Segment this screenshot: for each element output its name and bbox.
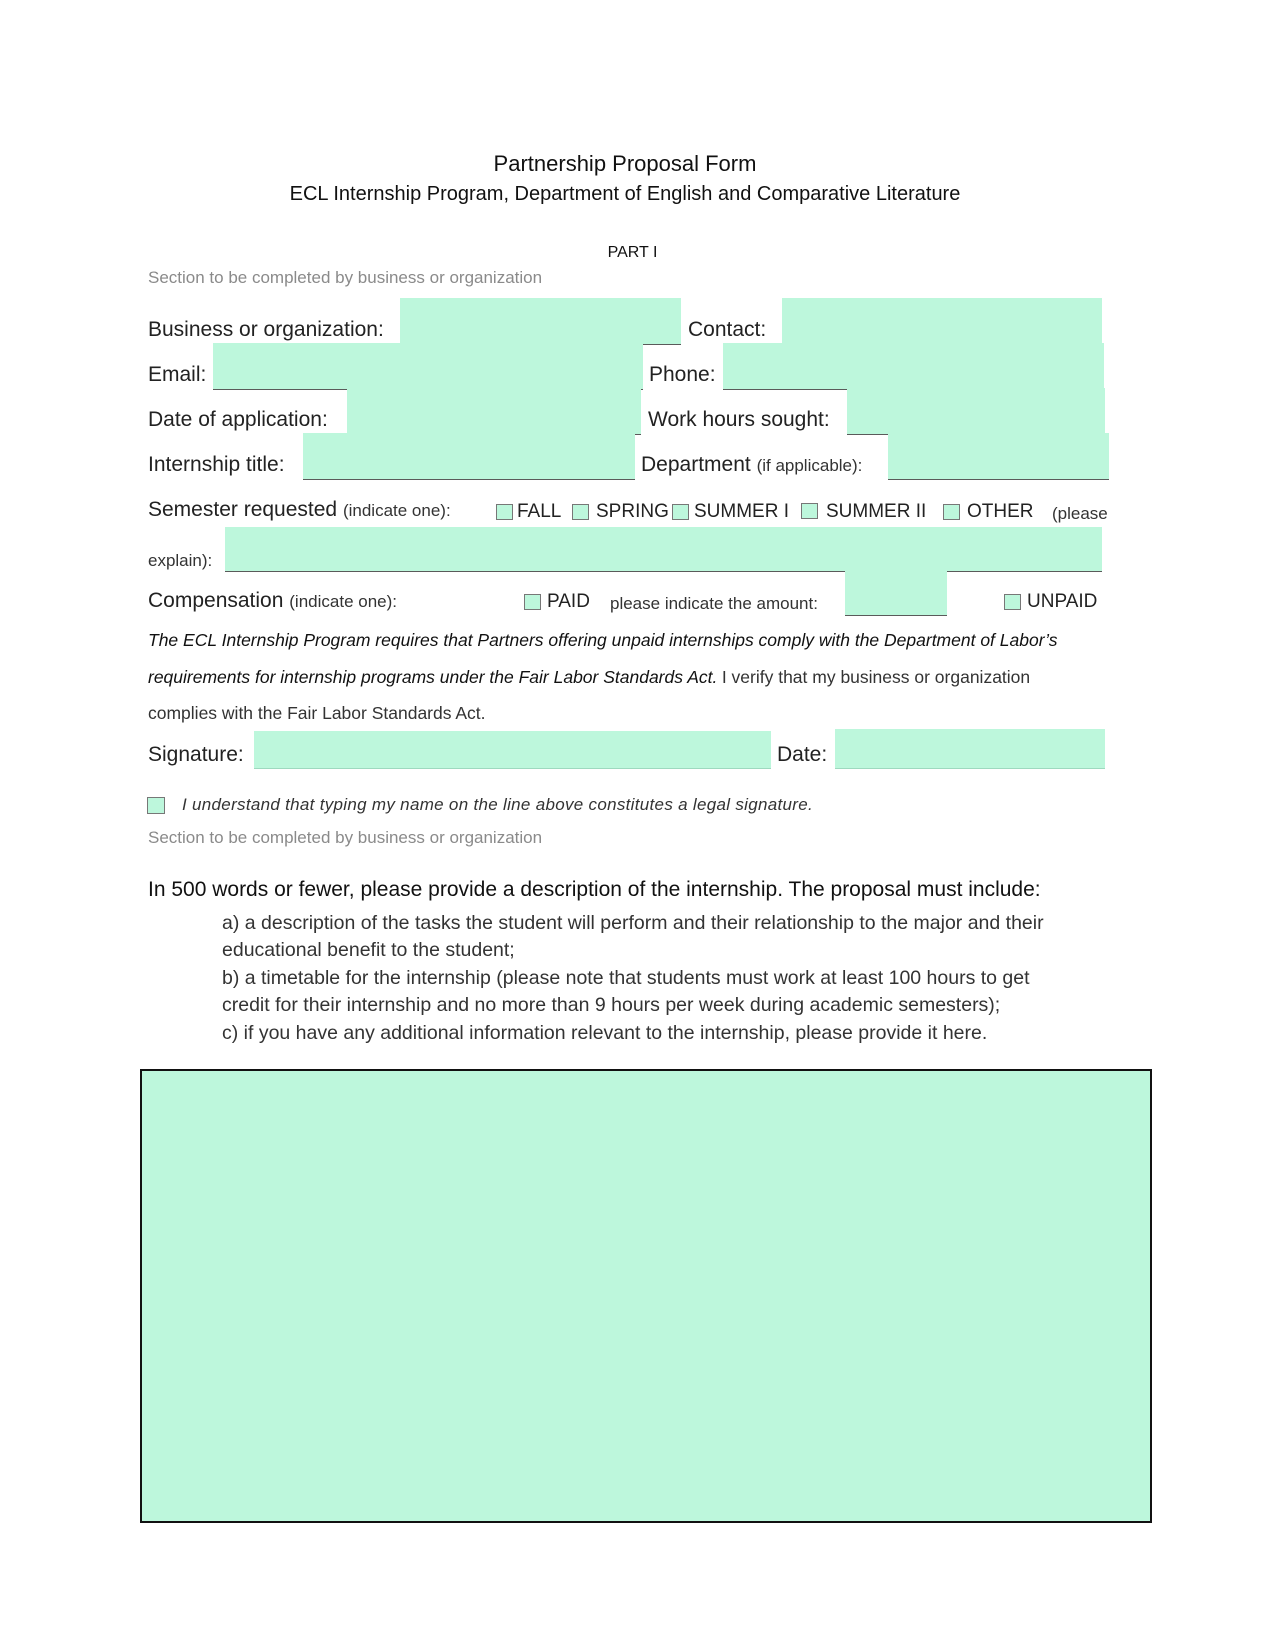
compensation-hint: (indicate one): <box>289 592 397 611</box>
explain-field[interactable] <box>225 527 1102 572</box>
email-label: Email: <box>148 363 207 386</box>
department-label-text: Department <box>641 453 751 476</box>
flsa-italic-tail: requirements for internship programs under the Fair Labor Standards Act. <box>148 667 718 687</box>
form-title: Partnership Proposal Form <box>493 151 757 176</box>
proposal-line-4: credit for their internship and no more than 9 hours per week during academic semesters); <box>222 994 1001 1016</box>
contact-label: Contact: <box>688 318 767 341</box>
section-note: Section to be completed by business or organization <box>148 268 543 287</box>
proposal-line-3: b) a timetable for the internship (please note that students must work at least 100 hours to get <box>222 967 1030 989</box>
signature-label: Signature: <box>148 743 244 766</box>
contact-field[interactable] <box>782 298 1102 345</box>
date-label: Date: <box>777 743 828 766</box>
paid-checkbox[interactable] <box>524 594 541 610</box>
spring-option: SPRING <box>596 501 669 522</box>
business-label: Business or organization: <box>148 318 384 341</box>
proposal-line-5: c) if you have any additional information relevant to the internship, please provide it here. <box>222 1022 988 1044</box>
compensation-label <box>148 589 397 613</box>
date-application-field[interactable] <box>347 388 641 435</box>
proposal-heading: In 500 words or fewer, please provide a description of the internship. The proposal must include: <box>148 878 1041 901</box>
date-application-label: Date of application: <box>148 408 328 431</box>
work-hours-label: Work hours sought: <box>648 408 830 431</box>
legal-signature-checkbox[interactable] <box>147 797 165 814</box>
semester-label <box>148 498 451 522</box>
compensation-label-text: Compensation <box>148 589 284 612</box>
fall-checkbox[interactable] <box>496 504 513 520</box>
summer-ii-checkbox[interactable] <box>801 503 818 519</box>
semester-hint: (indicate one): <box>342 501 451 520</box>
internship-title-field[interactable] <box>303 433 635 480</box>
signature-field[interactable] <box>254 731 771 769</box>
other-option: OTHER <box>967 501 1034 522</box>
unpaid-option: UNPAID <box>1027 591 1098 612</box>
date-field[interactable] <box>835 729 1105 769</box>
description-textarea[interactable] <box>140 1069 1152 1523</box>
unpaid-checkbox[interactable] <box>1004 594 1021 610</box>
proposal-line-1: a) a description of the tasks the student will perform and their relationship to the major and their <box>222 912 1044 934</box>
phone-field[interactable] <box>723 343 1104 390</box>
proposal-line-2: educational benefit to the student; <box>222 939 515 961</box>
summer-i-option: SUMMER I <box>694 501 789 522</box>
work-hours-field[interactable] <box>847 388 1105 435</box>
summer-ii-option: SUMMER II <box>826 501 927 522</box>
semester-label-text: Semester requested <box>148 498 338 521</box>
business-field[interactable] <box>400 298 681 345</box>
part-label: PART I <box>607 244 658 261</box>
phone-label: Phone: <box>649 363 716 386</box>
amount-label: please indicate the amount: <box>610 594 818 613</box>
please-text: (please <box>1052 504 1108 523</box>
summer-i-checkbox[interactable] <box>672 504 689 520</box>
section-note-2: Section to be completed by business or organization <box>148 828 543 847</box>
paid-option: PAID <box>547 591 590 612</box>
spring-checkbox[interactable] <box>572 504 589 520</box>
flsa-statement-line2 <box>148 667 1030 688</box>
flsa-statement-line3: complies with the Fair Labor Standards Act. <box>148 703 486 723</box>
explain-label: explain): <box>148 551 213 570</box>
form-subtitle: ECL Internship Program, Department of English and Comparative Literature <box>289 183 961 205</box>
legal-signature-text: I understand that typing my name on the line above constitutes a legal signature. <box>182 795 814 814</box>
flsa-verify-text: I verify that my business or organization <box>721 667 1031 687</box>
flsa-statement-line1: The ECL Internship Program requires that Partners offering unpaid internships comply with the Department of Labor’s <box>148 630 1058 650</box>
department-field[interactable] <box>888 433 1109 480</box>
fall-option: FALL <box>517 501 562 522</box>
other-checkbox[interactable] <box>943 504 960 520</box>
internship-title-label: Internship title: <box>148 453 285 476</box>
department-hint: (if applicable): <box>756 456 863 475</box>
amount-field[interactable] <box>845 570 947 616</box>
email-field[interactable] <box>213 343 643 390</box>
department-label <box>641 453 862 477</box>
